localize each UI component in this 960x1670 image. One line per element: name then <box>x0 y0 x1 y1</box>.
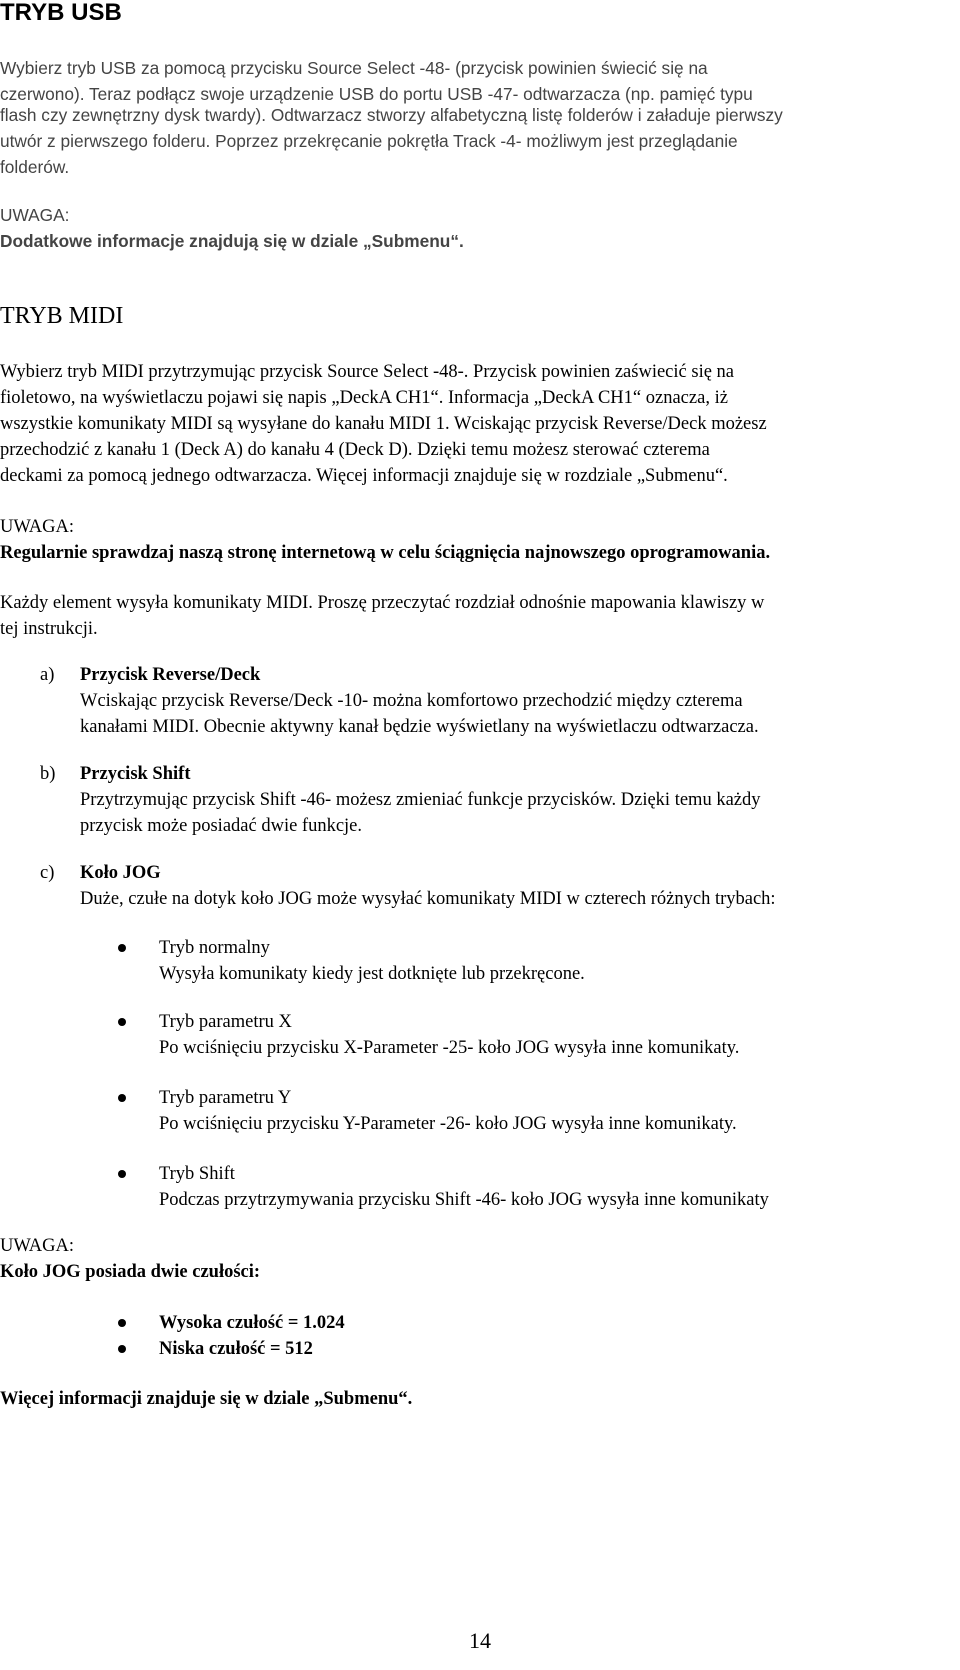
list-item-shift <box>0 761 940 841</box>
list-item-reverse-deck <box>0 662 940 742</box>
list-item-line: Przytrzymując przycisk Shift -46- możesz zmieniać funkcje przycisków. Dzięki temu każdy <box>80 790 761 810</box>
usb-paragraph-line: utwór z pierwszego folderu. Poprzez przekręcanie pokrętła Track -4- możliwym jest przeglądanie <box>0 131 738 151</box>
jog-mode-name: Tryb normalny <box>159 938 270 958</box>
sensitivity-value: Niska czułość = 512 <box>159 1339 313 1359</box>
list-letter: c) <box>40 863 55 883</box>
midi-paragraph-line: deckami za pomocą jednego odtwarzacza. Więcej informacji znajduje się w rozdziale „Submenu“. <box>0 466 728 486</box>
list-item-jog <box>0 860 940 914</box>
bullet-icon <box>118 1345 126 1353</box>
page-number: 14 <box>469 1628 491 1653</box>
footer-note: Więcej informacji znajduje się w dziale „Submenu“. <box>0 1389 413 1409</box>
jog-mode-desc: Po wciśnięciu przycisku X-Parameter -25- koło JOG wysyła inne komunikaty. <box>159 1038 740 1058</box>
jog-mode-name: Tryb Shift <box>159 1164 235 1184</box>
bullet-icon <box>118 1319 126 1327</box>
jog-mode-desc: Wysyła komunikaty kiedy jest dotknięte lub przekręcone. <box>159 964 585 984</box>
list-item-title: Koło JOG <box>80 863 161 883</box>
jog-mode-desc: Po wciśnięciu przycisku Y-Parameter -26- koło JOG wysyła inne komunikaty. <box>159 1114 737 1134</box>
midi-elements-line: tej instrukcji. <box>0 619 98 639</box>
usb-paragraph-line: czerwono). Teraz podłącz swoje urządzenie USB do portu USB -47- odtwarzacza (np. pamięć typu <box>0 84 753 104</box>
usb-heading: TRYB USB <box>0 0 122 26</box>
list-item-title: Przycisk Reverse/Deck <box>80 665 261 685</box>
list-item-line: kanałami MIDI. Obecnie aktywny kanał będzie wyświetlany na wyświetlaczu odtwarzacza. <box>80 717 759 737</box>
midi-paragraph-line: wszystkie komunikaty MIDI są wysyłane do kanału MIDI 1. Wciskając przycisk Reverse/Deck możesz <box>0 414 767 434</box>
usb-paragraph-line: flash czy zewnętrzny dysk twardy). Odtwarzacz stworzy alfabetyczną listę folderów i załaduje pierwszy <box>0 105 783 125</box>
jog-mode-name: Tryb parametru X <box>159 1012 292 1032</box>
usb-paragraph-line: Wybierz tryb USB za pomocą przycisku Source Select -48- (przycisk powinien świecić się na <box>0 58 708 78</box>
midi-heading: TRYB MIDI <box>0 303 124 329</box>
midi-note-text: Regularnie sprawdzaj naszą stronę internetową w celu ściągnięcia najnowszego oprogramowania. <box>0 543 771 563</box>
midi-paragraph-line: Wybierz tryb MIDI przytrzymując przycisk Source Select -48-. Przycisk powinien zaświecić się na <box>0 362 735 382</box>
jog-note-label: UWAGA: <box>0 1236 74 1256</box>
usb-paragraph-line: folderów. <box>0 157 70 177</box>
bullet-icon <box>118 1094 126 1102</box>
midi-paragraph-line: fioletowo, na wyświetlaczu pojawi się napis „DeckA CH1“. Informacja „DeckA CH1“ oznacza, iż <box>0 388 728 408</box>
usb-note-label: UWAGA: <box>0 205 70 225</box>
list-item-title: Przycisk Shift <box>80 764 191 784</box>
list-item-line: przycisk może posiadać dwie funkcje. <box>80 816 363 836</box>
jog-mode-name: Tryb parametru Y <box>159 1088 292 1108</box>
midi-elements-line: Każdy element wysyła komunikaty MIDI. Proszę przeczytać rozdział odnośnie mapowania klawiszy w <box>0 593 765 613</box>
midi-paragraph-line: przechodzić z kanału 1 (Deck A) do kanału 4 (Deck D). Dzięki temu możesz sterować czterema <box>0 440 710 460</box>
bullet-icon <box>118 1018 126 1026</box>
bullet-icon <box>118 1170 126 1178</box>
list-item-line: Wciskając przycisk Reverse/Deck -10- można komfortowo przechodzić między czterema <box>80 691 743 711</box>
midi-note-label: UWAGA: <box>0 517 74 537</box>
bullet-icon <box>118 944 126 952</box>
list-letter: b) <box>40 764 56 784</box>
jog-mode-desc: Podczas przytrzymywania przycisku Shift -46- koło JOG wysyła inne komunikaty <box>159 1190 769 1210</box>
list-letter: a) <box>40 665 55 685</box>
usb-note-text: Dodatkowe informacje znajdują się w dziale „Submenu“. <box>0 231 464 251</box>
jog-note-title: Koło JOG posiada dwie czułości: <box>0 1262 261 1282</box>
sensitivity-value: Wysoka czułość = 1.024 <box>159 1313 345 1333</box>
list-item-line: Duże, czułe na dotyk koło JOG może wysyłać komunikaty MIDI w czterech różnych trybach: <box>80 889 776 909</box>
